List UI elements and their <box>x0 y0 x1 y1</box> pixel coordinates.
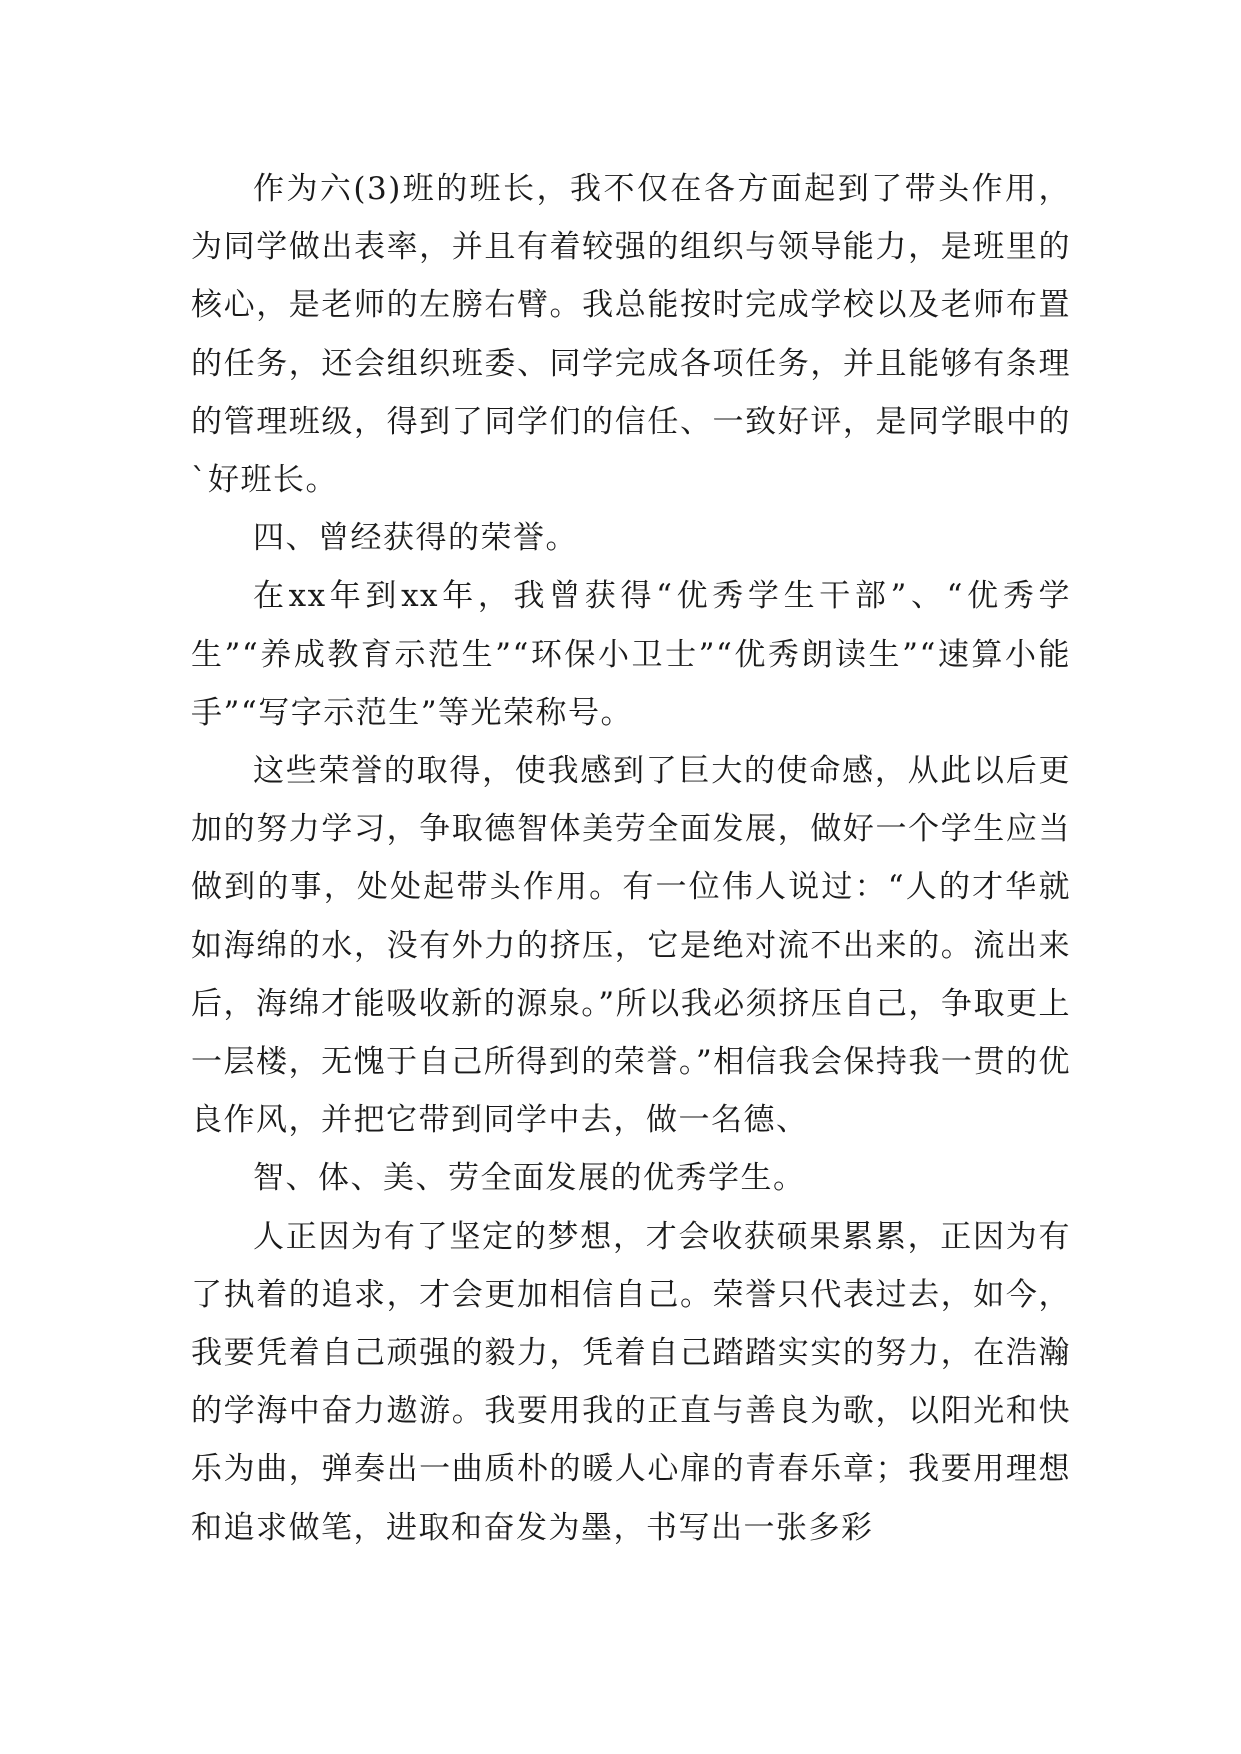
document-body <box>191 160 1071 1557</box>
paragraph-dream: 人正因为有了坚定的梦想，才会收获硕果累累，正因为有了执着的追求，才会更加相信自己。荣誉只代表过去，如今，我要凭着自己顽强的毅力，凭着自己踏踏实实的努力，在浩瀚的学海中奋力遨游。我要用我的正直与善良为歌，以阳光和快乐为曲，弹奏出一曲质朴的暖人心扉的青春乐章；我要用理想和追求做笔，进取和奋发为墨，书写出一张多彩 <box>191 1218 1071 1546</box>
paragraph-honors-list: 在xx年到xx年，我曾获得“优秀学生干部”、“优秀学生”“养成教育示范生”“环保小卫士”“优秀朗读生”“速算小能手”“写字示范生”等光荣称号。 <box>191 578 1071 731</box>
section-heading-honors: 四、曾经获得的荣誉。 <box>253 520 578 557</box>
paragraph-mission: 这些荣誉的取得，使我感到了巨大的使命感，从此以后更加的努力学习，争取德智体美劳全面发展，做好一个学生应当做到的事，处处起带头作用。有一位伟人说过：“人的才华就如海绵的水，没有外力的挤压，它是绝对流不出来的。流出来后，海绵才能吸收新的源泉。”所以我必须挤压自己，争取更上一层楼，无愧于自己所得到的荣誉。”相信我会保持我一贯的优良作风，并把它带到同学中去，做一名德、 <box>191 753 1071 1139</box>
paragraph-all-round: 智、体、美、劳全面发展的优秀学生。 <box>253 1160 806 1197</box>
paragraph-class-monitor: 作为六(3)班的班长，我不仅在各方面起到了带头作用，为同学做出表率，并且有着较强的组织与领导能力，是班里的核心，是老师的左膀右臂。我总能按时完成学校以及老师布置的任务，还会组织班委、同学完成各项任务，并且能够有条理的管理班级，得到了同学们的信任、一致好评，是同学眼中的`好班长。 <box>191 171 1071 499</box>
